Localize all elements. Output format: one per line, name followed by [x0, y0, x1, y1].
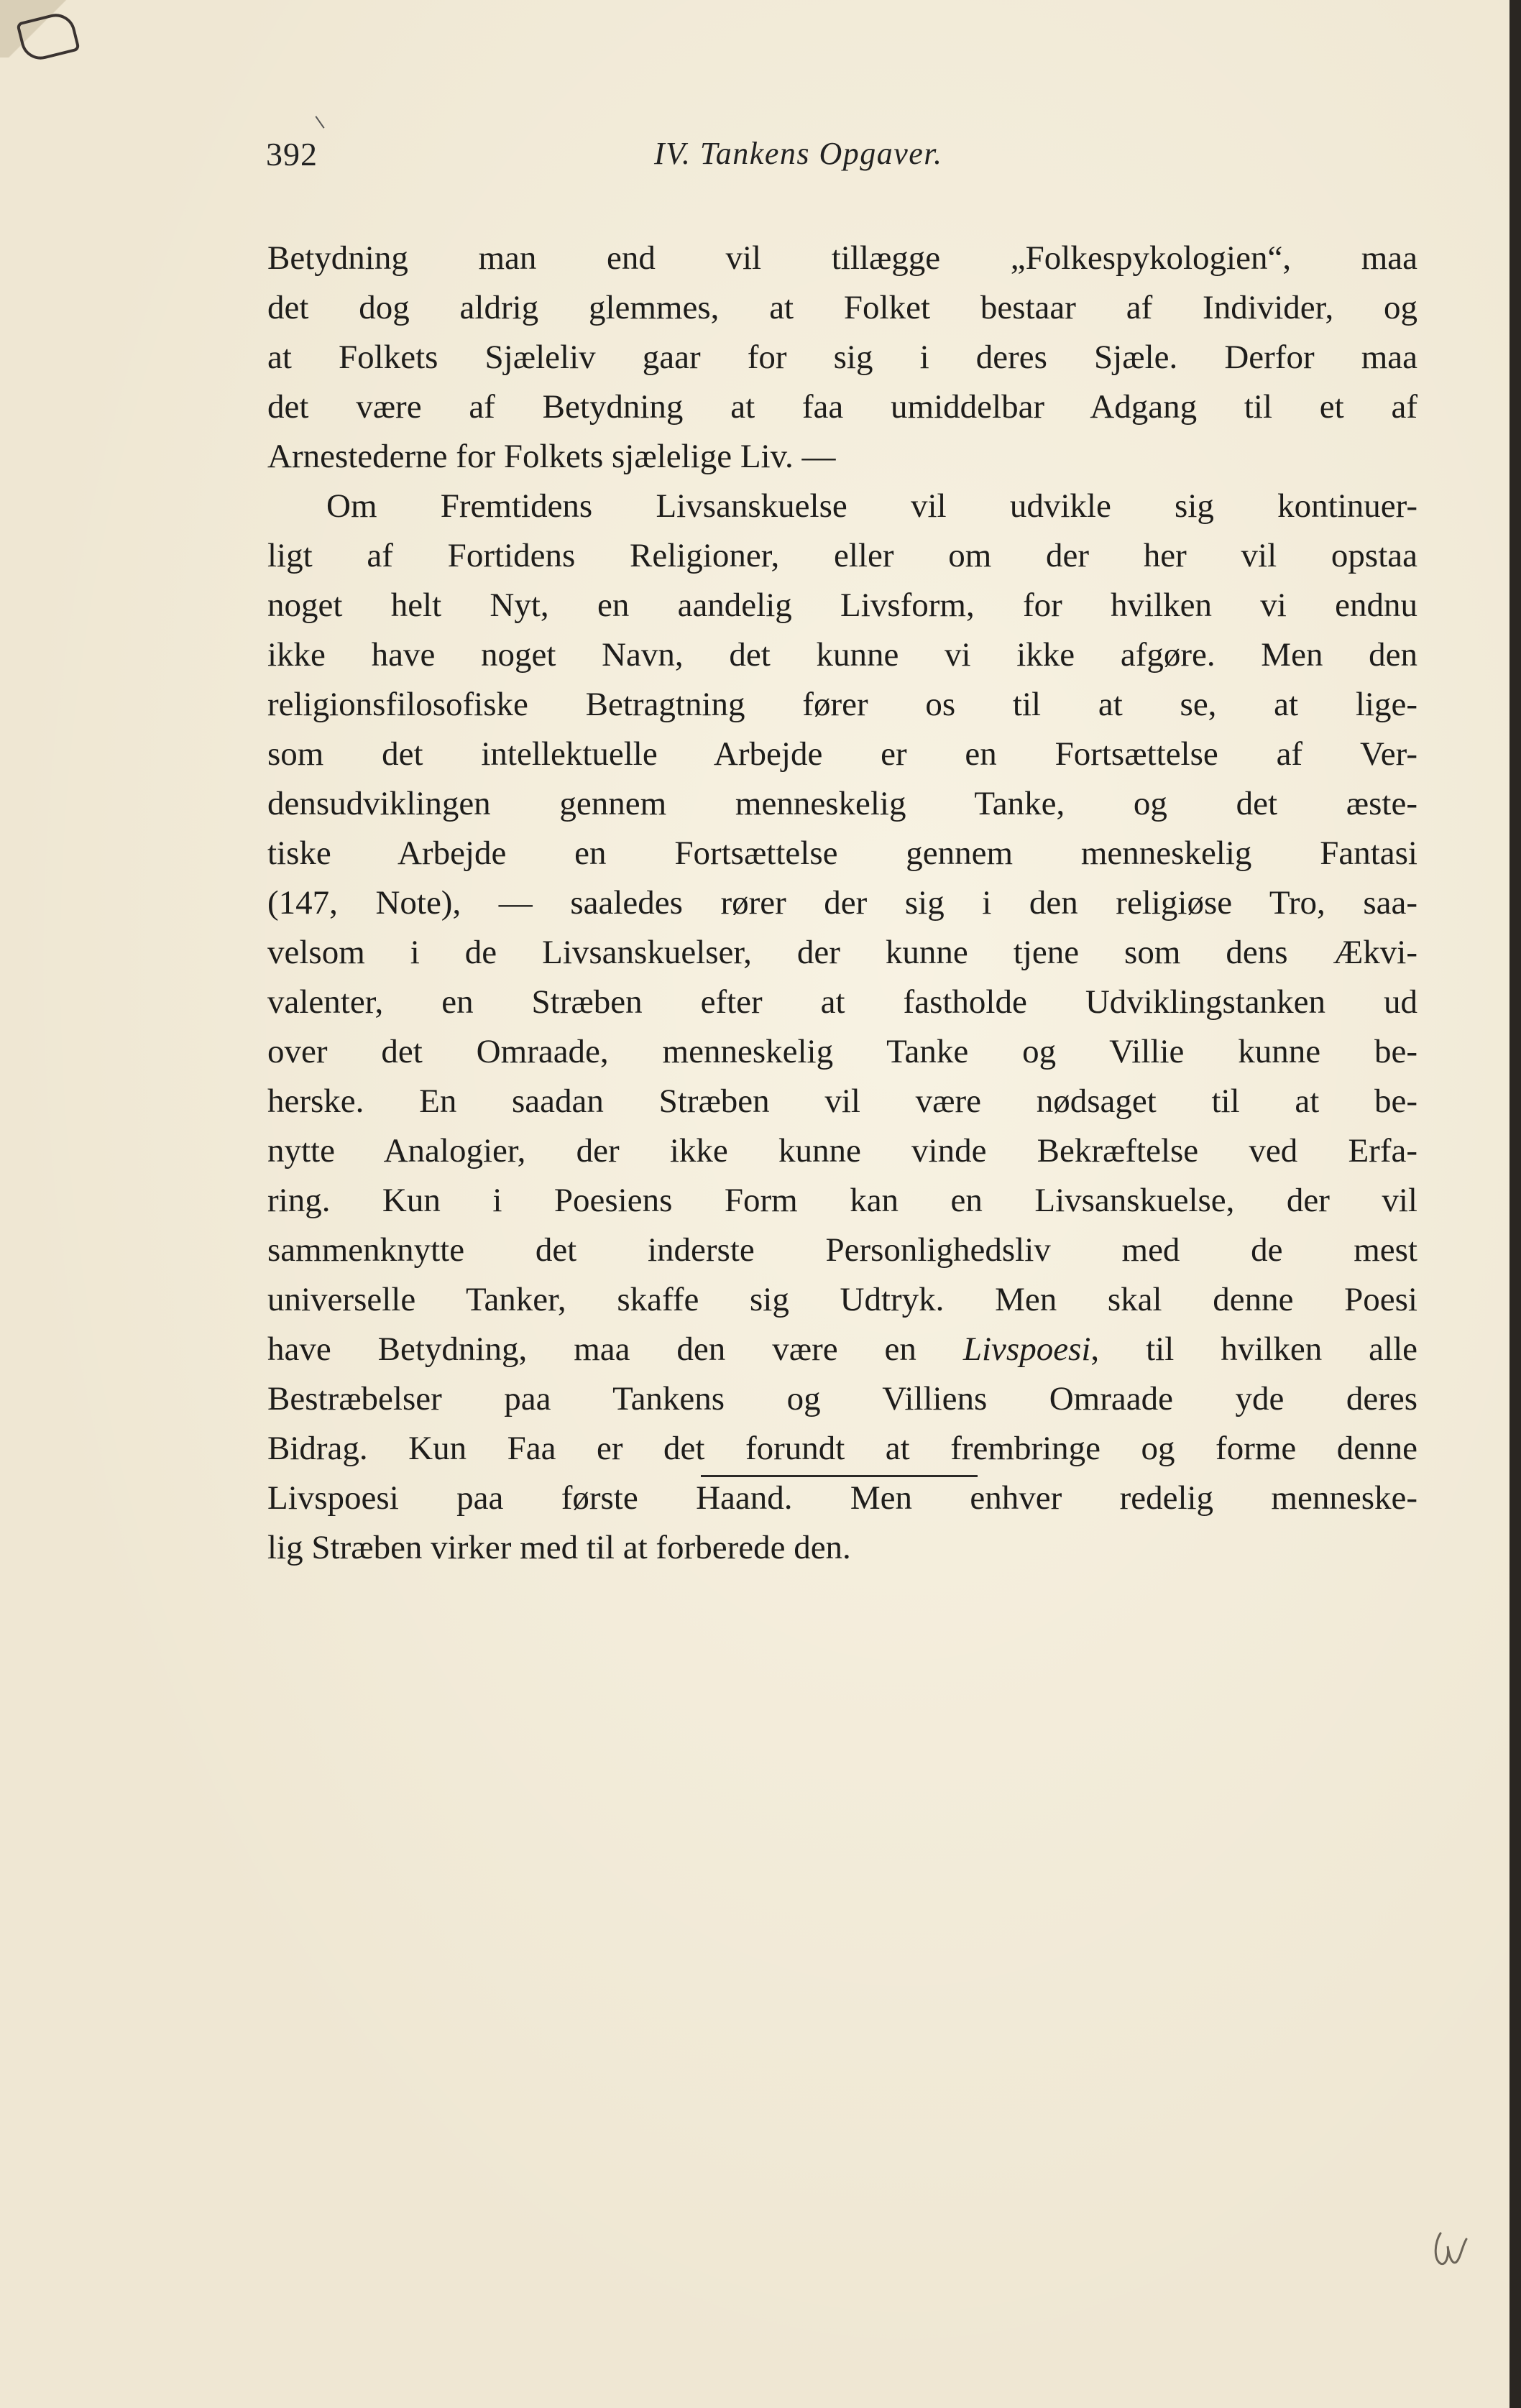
text-line: ikke have noget Navn, det kunne vi ikke afgøre. Men den [267, 636, 1417, 674]
text-line: over det Omraade, menneskelig Tanke og Villie kunne be- [267, 1033, 1417, 1070]
text-line: det være af Betydning at faa umiddelbar Adgang til et af [267, 388, 1417, 426]
italic-term: Livspoesi [962, 1331, 1091, 1368]
text-line: Betydning man end vil tillægge „Folkespykologien“, maa [267, 239, 1417, 277]
text-line: nytte Analogier, der ikke kunne vinde Bekræftelse ved Erfa- [267, 1132, 1417, 1169]
text-line: noget helt Nyt, en aandelig Livsform, for hvilken vi endnu [267, 587, 1417, 624]
running-head [266, 135, 1416, 178]
running-title: IV. Tankens Opgaver. [654, 136, 943, 171]
text-line: Bidrag. Kun Faa er det forundt at frembringe og forme denne [267, 1430, 1417, 1467]
page-number: 392 [266, 136, 318, 173]
section-end-rule [701, 1475, 978, 1477]
text-line: velsom i de Livsanskuelser, der kunne tjene som dens Ækvi- [267, 934, 1417, 971]
text-line: det dog aldrig glemmes, at Folket bestaar af Individer, og [267, 289, 1417, 326]
text-line: (147, Note), — saaledes rører der sig i den religiøse Tro, saa- [267, 884, 1417, 922]
text-line: herske. En saadan Stræben vil være nødsaget til at be- [267, 1083, 1417, 1120]
text-line: valenter, en Stræben efter at fastholde Udviklingstanken ud [267, 983, 1417, 1021]
paragraph-first-line: Om Fremtidens Livsanskuelse vil udvikle sig kontinuer- [326, 487, 1417, 525]
text-line-with-italic: have Betydning, maa den være en Livspoesi, til hvilken alle [267, 1331, 1417, 1368]
pencil-annotation [1430, 2218, 1471, 2275]
text-line: tiske Arbejde en Fortsættelse gennem menneskelig Fantasi [267, 835, 1417, 872]
text-line: Bestræbelser paa Tankens og Villiens Omraade yde deres [267, 1380, 1417, 1417]
text-line: Arnestederne for Folkets sjælelige Liv. — [267, 438, 836, 475]
text-line: ring. Kun i Poesiens Form kan en Livsanskuelse, der vil [267, 1182, 1417, 1219]
text-line: densudviklingen gennem menneskelig Tanke, og det æste- [267, 785, 1417, 822]
text-line: at Folkets Sjæleliv gaar for sig i deres Sjæle. Derfor maa [267, 339, 1417, 376]
text-line: Livspoesi paa første Haand. Men enhver redelig menneske- [267, 1479, 1417, 1517]
page-edge-shadow [1509, 0, 1521, 2408]
text-line: som det intellektuelle Arbejde er en Fortsættelse af Ver- [267, 735, 1417, 773]
text-line: ligt af Fortidens Religioner, eller om der her vil opstaa [267, 537, 1417, 574]
body-text [267, 234, 1417, 1573]
text-line: lig Stræben virker med til at forberede den. [267, 1529, 851, 1566]
text-line: sammenknytte det inderste Personlighedsliv med de mest [267, 1231, 1417, 1269]
pencil-tick-mark [315, 116, 324, 129]
text-line: religionsfilosofiske Betragtning fører os til at se, at lige- [267, 686, 1417, 723]
text-line: universelle Tanker, skaffe sig Udtryk. Men skal denne Poesi [267, 1281, 1417, 1318]
